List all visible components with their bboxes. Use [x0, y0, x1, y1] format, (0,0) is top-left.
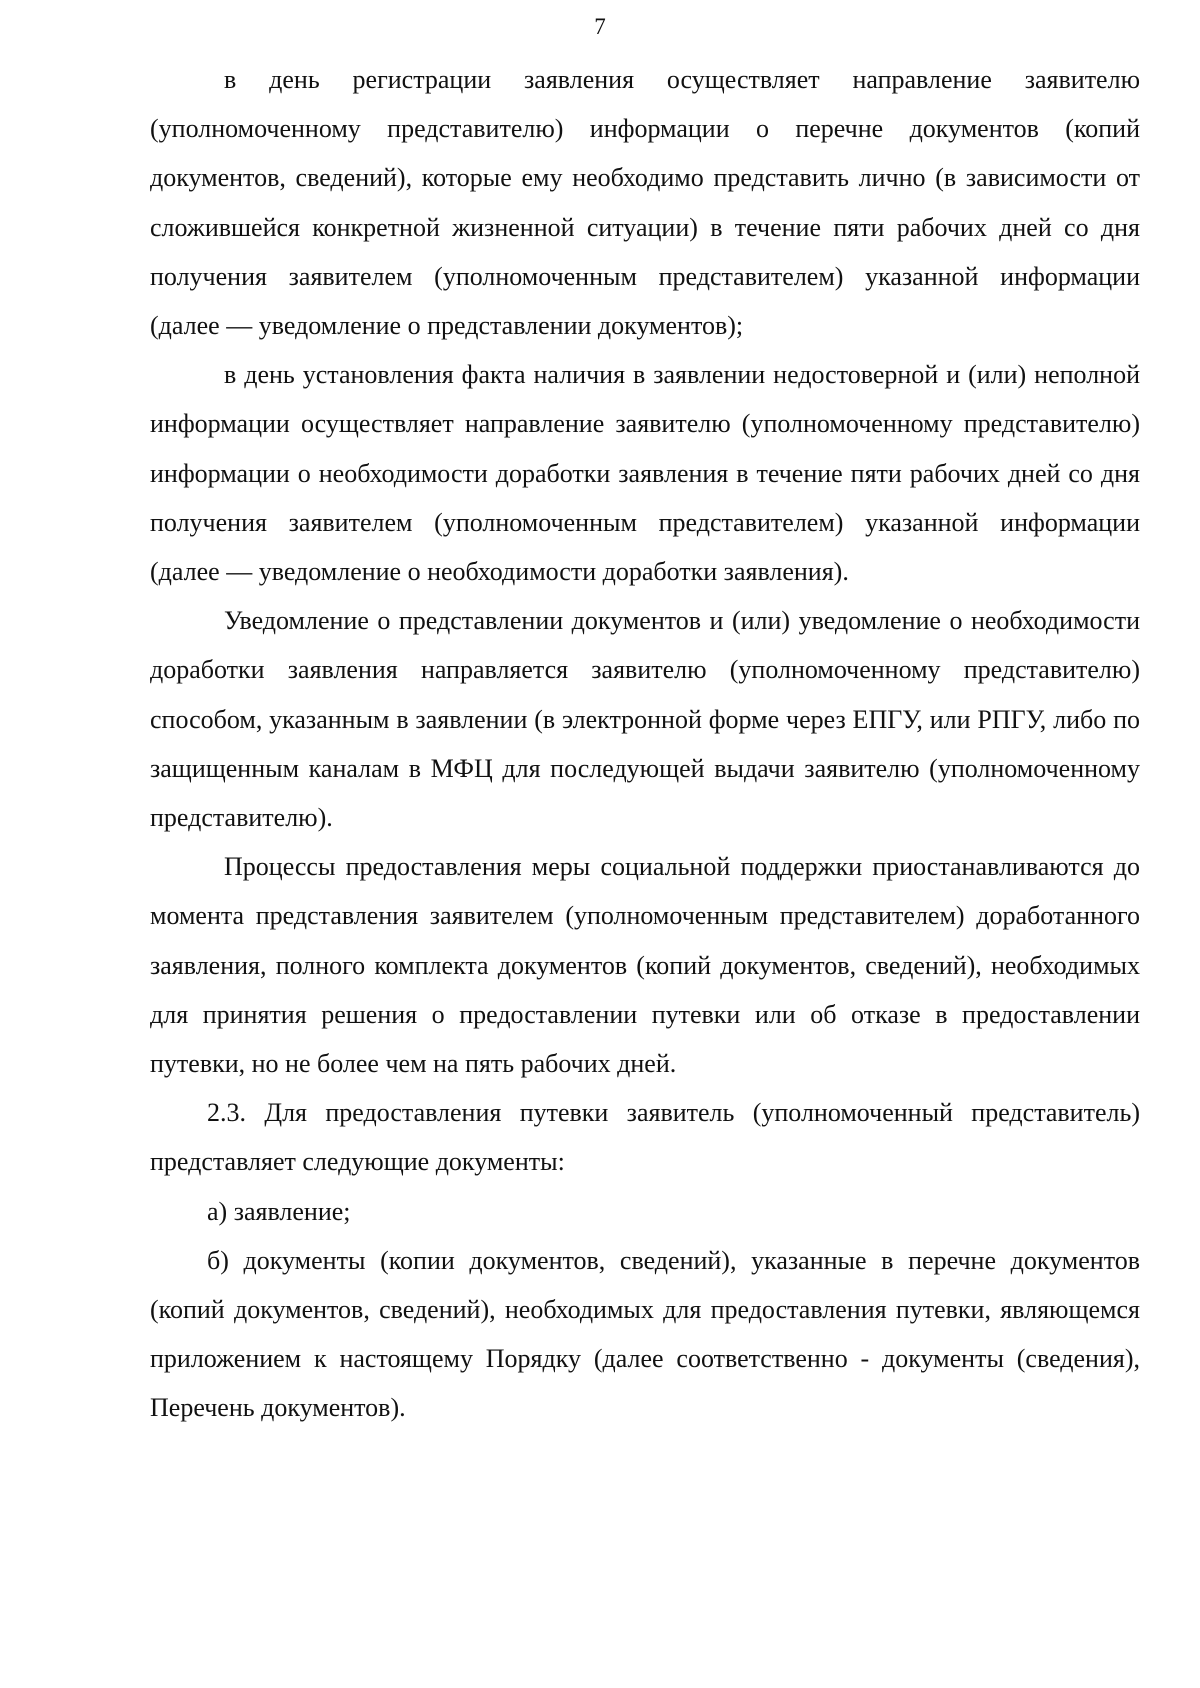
- paragraph-registration-notice: в день регистрации заявления осуществляет направление заявителю (уполномоченному представителю) информации о перечне документов (копий документов, сведений), которые ему необходимо представить лично (в зависимости от сложившейся конкретной жизненной ситуации) в течение пяти рабочих дней со дня получения заявителем (уполномоченным представителем) указанной информации (далее — уведомление о представлении документов);: [150, 65, 1140, 341]
- paragraph-item-b: б) документы (копии документов, сведений), указанные в перечне документов (копий документов, сведений), необходимых для предоставления путевки, являющемся приложением к настоящему Порядку (далее соответственно - документы (сведения), Перечень документов).: [150, 1245, 1140, 1423]
- paragraph-incomplete-info-notice: в день установления факта наличия в заявлении недостоверной и (или) неполной информации осуществляет направление заявителю (уполномоченному представителю) информации о необходимости доработки заявления в течение пяти рабочих дней со дня получения заявителем (уполномоченным представителем) указанной информации (далее — уведомление о необходимости доработки заявления).: [150, 360, 1140, 587]
- paragraph-section-2-3: 2.3. Для предоставления путевки заявитель (уполномоченный представитель) представляет следующие документы:: [150, 1098, 1140, 1177]
- document-body: [150, 55, 1140, 1433]
- paragraph-process-suspension: Процессы предоставления меры социальной поддержки приостанавливаются до момента представления заявителем (уполномоченным представителем) доработанного заявления, полного комплекта документов (копий документов, сведений), необходимых для принятия решения о предоставлении путевки или об отказе в предоставлении путевки, но не более чем на пять рабочих дней.: [150, 852, 1140, 1079]
- page-number: 7: [594, 14, 606, 39]
- paragraph-item-a: а) заявление;: [207, 1196, 351, 1226]
- paragraph-notice-delivery: Уведомление о представлении документов и (или) уведомление о необходимости доработки заявления направляется заявителю (уполномоченному представителю) способом, указанным в заявлении (в электронной форме через ЕПГУ, или РПГУ, либо по защищенным каналам в МФЦ для последующей выдачи заявителю (уполномоченному представителю).: [150, 606, 1140, 833]
